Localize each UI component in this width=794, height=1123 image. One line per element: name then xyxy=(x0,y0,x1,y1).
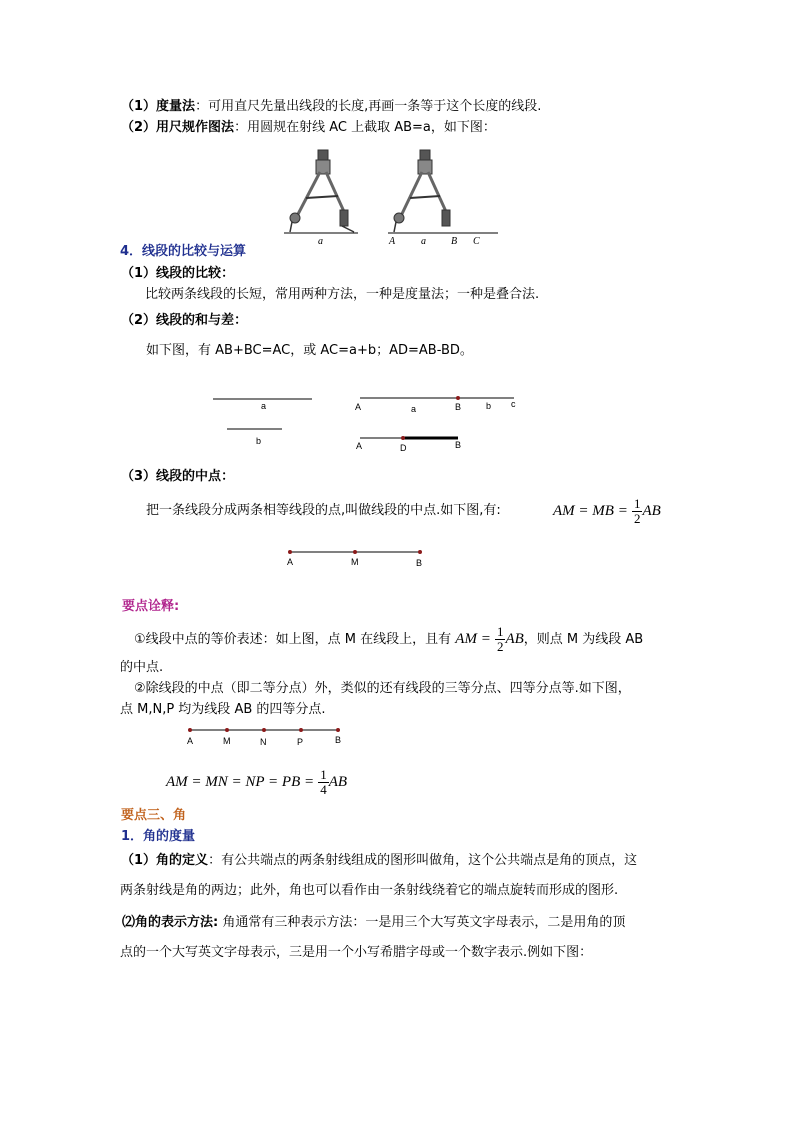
note-title: 要点诠释: xyxy=(122,599,180,614)
sub-sum-diff: （2）线段的和与差： xyxy=(121,313,248,328)
compare-text: 比较两条线段的长短，常用两种方法，一种是度量法；一种是叠合法. xyxy=(145,287,540,302)
angle-definition: （1）角的定义：有公共端点的两条射线组成的图形叫做角，这个公共端点是角的顶点，这 xyxy=(121,853,638,868)
line2-B: B xyxy=(455,440,462,450)
compass-left xyxy=(290,150,354,232)
q-point-N xyxy=(262,728,266,732)
note-1: ①线段中点的等价表述：如上图，点 M 在线段上，且有 AM = $\frac{1}{2}$ AB，则点 M 为线段 AB xyxy=(134,624,644,654)
line1-B: B xyxy=(455,402,462,412)
midpoint-text: 把一条线段分成两条相等线段的点,叫做线段的中点.如下图,有: xyxy=(146,503,501,518)
mid-label-A: A xyxy=(287,557,294,567)
sum-diff-text: 如下图，有 AB+BC=AC，或 AC=a+b；AD=AB-BD。 xyxy=(146,343,473,358)
q-point-M xyxy=(225,728,229,732)
q-label-B: B xyxy=(335,735,342,745)
line1-c: c xyxy=(511,399,516,409)
angle-notation: ⑵角的表示方法: 角通常有三种表示方法：一是用三个大写英文字母表示，二是用角的顶 xyxy=(122,915,626,930)
note-1b: 的中点. xyxy=(120,660,164,675)
heading-angle: 要点三、角 xyxy=(121,808,187,823)
line1-b: b xyxy=(486,401,492,411)
compass-right xyxy=(394,150,450,232)
label-B: B xyxy=(451,236,458,247)
midpoint-formula: AM = MB = $\frac{1}{2}$ AB xyxy=(553,496,661,526)
label-a-left: a xyxy=(318,236,323,247)
sub-midpoint: （3）线段的中点： xyxy=(121,469,235,484)
angle-notation-2: 点的一个大写英文字母表示，三是用一个小写希腊字母或一个数字表示.例如下图： xyxy=(120,945,593,960)
quarter-figure xyxy=(180,723,350,737)
point-B-1 xyxy=(456,396,460,400)
fig-label-a: a xyxy=(261,401,267,411)
q-label-P: P xyxy=(297,737,304,747)
label-a-right: a xyxy=(421,236,426,247)
method-measure: （1）度量法：可用直尺先量出线段的长度,再画一条等于这个长度的线段. xyxy=(121,99,542,114)
heading-angle-measure: 1．角的度量 xyxy=(121,829,196,844)
line1-A: A xyxy=(355,402,362,412)
line2-D: D xyxy=(400,443,407,453)
heading-segment-compare: 4．线段的比较与运算 xyxy=(120,244,247,259)
q-point-B xyxy=(336,728,340,732)
note-2b: 点 M,N,P 均为线段 AB 的四等分点. xyxy=(120,702,326,717)
mid-label-M: M xyxy=(351,557,359,567)
sum-diff-figure xyxy=(200,390,530,460)
compass-figure xyxy=(280,146,500,250)
q-point-A xyxy=(188,728,192,732)
point-D xyxy=(401,436,405,440)
q-label-A: A xyxy=(187,736,194,746)
q-label-N: N xyxy=(260,737,267,747)
q-label-M: M xyxy=(223,736,231,746)
fig-label-b: b xyxy=(256,436,262,446)
note-2: ②除线段的中点（即二等分点）外，类似的还有线段的三等分点、四等分点等.如下图， xyxy=(134,681,631,696)
point-M xyxy=(353,550,357,554)
line2-A: A xyxy=(356,441,363,451)
point-A xyxy=(288,550,292,554)
mid-label-B: B xyxy=(416,558,423,568)
angle-definition-2: 两条射线是角的两边；此外，角也可以看作由一条射线绕着它的端点旋转而形成的图形. xyxy=(120,883,619,898)
q-point-P xyxy=(299,728,303,732)
quarter-formula: AM = MN = NP = PB = $\frac{1}{4}$ AB xyxy=(166,767,348,797)
label-C: C xyxy=(473,236,480,247)
label-A: A xyxy=(389,236,396,247)
line1-a: a xyxy=(411,404,417,414)
sub-compare: （1）线段的比较： xyxy=(121,266,235,281)
point-B xyxy=(418,550,422,554)
method-construct: （2）用尺规作图法：用圆规在射线 AC 上截取 AB=a，如下图： xyxy=(121,120,496,135)
